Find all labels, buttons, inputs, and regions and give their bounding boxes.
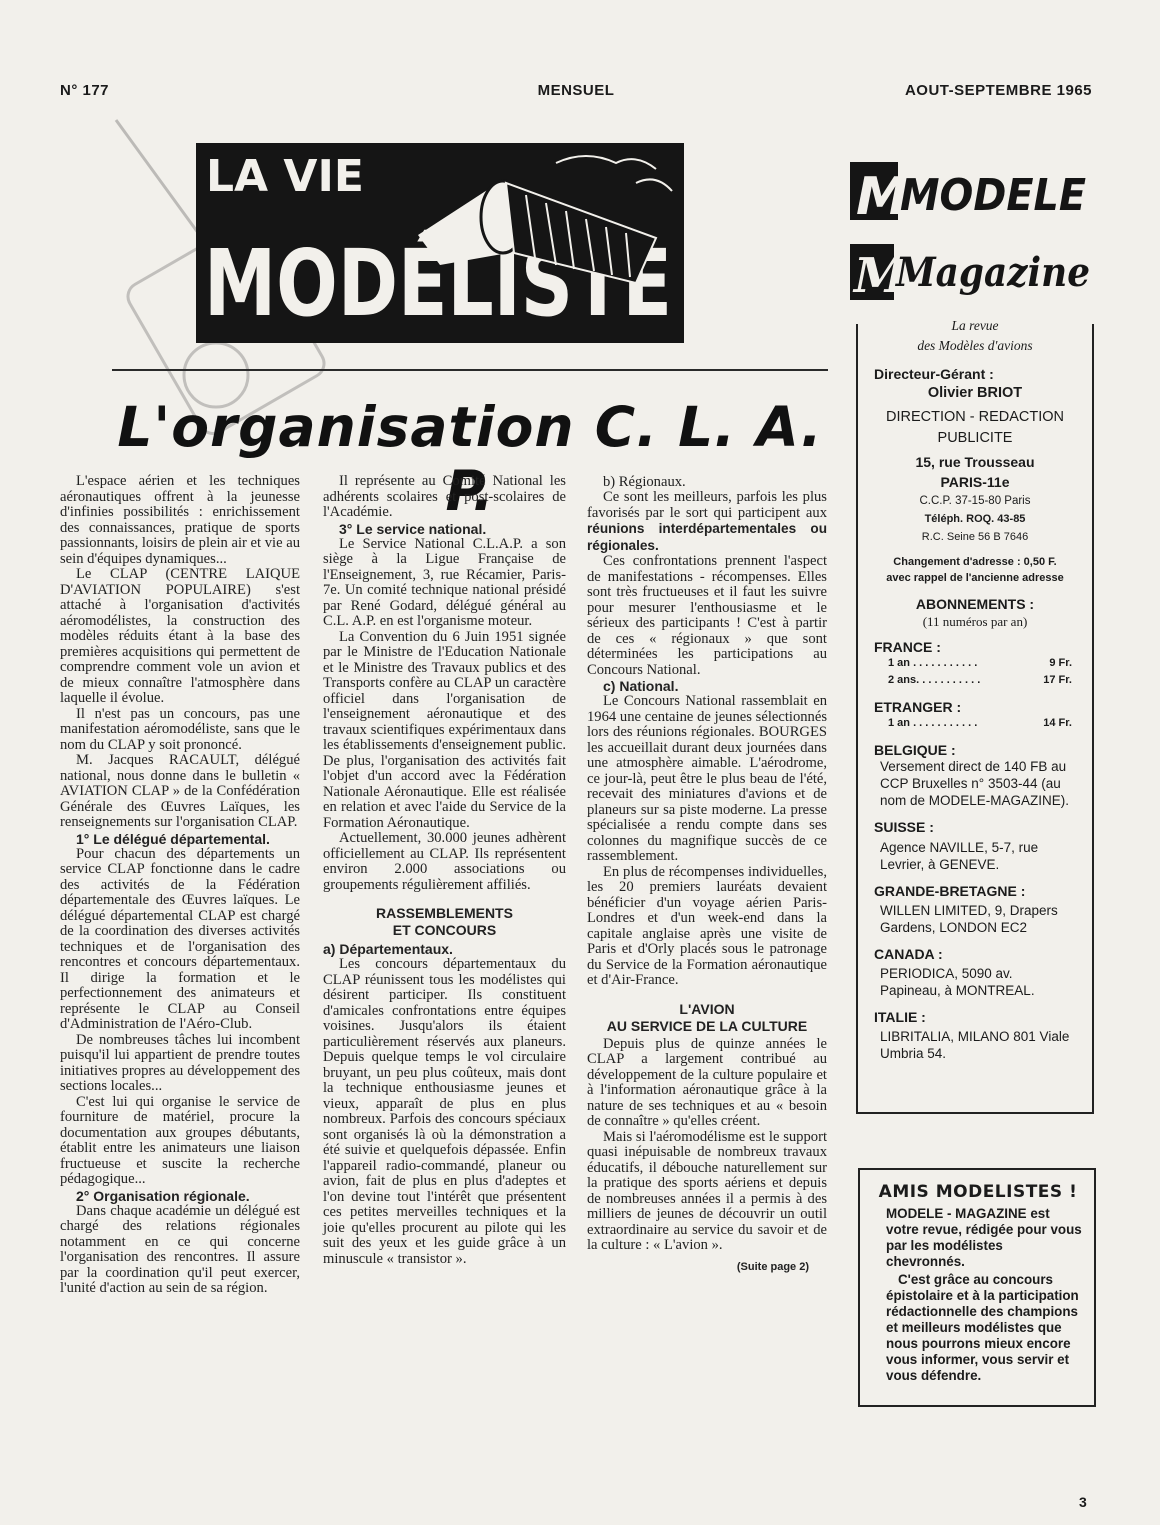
callout-paragraph: MODELE - MAGAZINE est votre revue, rédigée pour vous par les modélistes chevronnés. [886, 1206, 1082, 1269]
belgium-heading: BELGIQUE : [874, 742, 956, 758]
paragraph-text: Ce sont les meilleurs, parfois les plus favorisés par le sort qui participent aux [587, 489, 827, 521]
section-heading [587, 1001, 827, 1035]
paragraph: C'est lui qui organise le service de fourniture de matériel, procure la documentation aux groupes débutants, établit entre les animateurs une liaison fructueuse et suscite la recherche pédagogique... [60, 1093, 300, 1187]
magazine-tagline [858, 316, 1092, 356]
canada-text: PERIODICA, 5090 av. Papineau, à MONTREAL. [880, 966, 1035, 998]
price-row [858, 655, 1092, 672]
issue-date: AOUT-SEPTEMBRE 1965 [904, 82, 1092, 99]
subheading: 2° Organisation régionale. [76, 1187, 250, 1204]
subscriptions-subtitle: (11 numéros par an) [922, 614, 1028, 629]
paragraph: Pour chacun des départements un service CLAP fonctionne dans le cadre des activités de la Fédération départementale des Œuvres laïques. Le délégué départemental CLAP est chargé de la coordination des diverses activités techniques et de l'organisation des rencontres et concours départementaux. Il dirige la formation et le perfectionnement des animateurs et représente le CLAP au Conseil d'Administration de l'Aéro-Club. [60, 845, 300, 1032]
address-change-note [858, 554, 1092, 586]
paragraph [587, 490, 827, 554]
gb-heading: GRANDE-BRETAGNE : [874, 883, 1026, 899]
belgium-text: Versement direct de 140 FB au CCP Bruxelles n° 3503-44 (au nom de MODELE-MAGAZINE). [880, 759, 1070, 808]
banner-big-text: MODÉLISTE [204, 230, 798, 337]
paragraph: Ces confrontations prennent l'aspect de manifestations - récompenses. Elles sont très fructueuses et il faut les suivre pour mesurer l'enthousiasme et le sérieux des participants ! C'est à partir de ces « régionaux » que sont déterminées les participations au Concours National. [587, 553, 827, 678]
paragraph: Il n'est pas un concours, pas une manifestation aéromodéliste, sans que le nom du CLAP y soit prononcé. [60, 705, 300, 753]
switzerland-text: Agence NAVILLE, 5-7, rue Levrier, à GENEVE. [880, 840, 1039, 872]
magazine-logo [850, 160, 1094, 306]
callout-title: AMIS MODELISTES ! [878, 1182, 1078, 1202]
paragraph: Le CLAP (CENTRE LAIQUE D'AVIATION POPULAIRE) s'est attaché à l'organisation d'activités aéromodélistes, la construction des modèles réduits étant à la base des premières acquisitions qui permettent de comprendre comment vole un avion et de mieux connaître l'atmosphère dans laquelle il évolue. [60, 566, 300, 706]
tagline-line: La revue [951, 318, 999, 333]
trade-register: R.C. Seine 56 B 7646 [921, 531, 1029, 543]
price-label: 1 an . . . . . . . . . . . [888, 657, 978, 669]
paragraph: Il représente au Comité National les adhérents scolaires et post-scolaires de l'Académie. [323, 473, 566, 520]
article-column-1 [60, 474, 300, 1297]
italy-heading: ITALIE : [874, 1009, 926, 1025]
logo-word-2: Magazine [894, 249, 1090, 296]
masthead-box [856, 318, 1094, 1114]
address-line: PARIS-11e [940, 474, 1010, 490]
article-column-2 [323, 474, 566, 1267]
direction-line: DIRECTION - REDACTION [885, 409, 1065, 425]
paragraph: Le Concours National rassemblait en 1964 une centaine de jeunes sélectionnés lors des réunions régionales. BOURGES les accueillait durant deux journées dans une atmosphère aimable. L'aérodrome, ce jour-là, peut être le plus beau de l'été, recevait des miniatures d'avions et de planeurs sur sa piste moderne. La presse spécialisée a rendu compte dans ses colonnes du magnifique succès de ce rassemblement. [587, 693, 827, 864]
subheading: a) Départementaux. [323, 941, 453, 957]
subheading: c) National. [603, 678, 679, 694]
price-label: 1 an . . . . . . . . . . . [888, 717, 978, 729]
logo-word-1: MODELE [900, 170, 1086, 221]
note-line: Changement d'adresse : 0,50 F. [893, 556, 1057, 568]
box-corner [856, 324, 858, 338]
section-heading [323, 905, 566, 939]
subheading: 1° Le délégué départemental. [76, 830, 270, 847]
price-label: 2 ans. . . . . . . . . . . [888, 674, 981, 686]
page-number: 3 [1079, 1494, 1087, 1510]
section-heading-line: AU SERVICE DE LA CULTURE [606, 1017, 808, 1034]
director-name: Olivier BRIOT [927, 385, 1023, 401]
price-row [858, 715, 1092, 732]
paragraph: En plus de récompenses individuelles, les 20 premiers lauréats devaient bénéficier d'un voyage aérien Paris-Londres et d'un week-end dans la capitale anglaise après une visite de Paris et d'Orly placés sous le patronage du Service de la Formation aéronautique et d'Air-France. [587, 863, 827, 988]
phone: Téléph. ROQ. 43-85 [924, 513, 1026, 525]
note-line: avec rappel de l'ancienne adresse [886, 572, 1064, 584]
subheading: 3° Le service national. [339, 520, 487, 537]
price-value: 14 Fr. [1043, 717, 1072, 729]
price-row [858, 672, 1092, 689]
article-column-3 [587, 474, 827, 1275]
subheading: b) Régionaux. [603, 474, 686, 490]
paragraph: M. Jacques RACAULT, délégué national, nous donne dans le bulletin « AVIATION CLAP » de la Confédération Générale des Œuvres Laïques, les renseignements sur l'organisation CLAP. [60, 752, 300, 830]
abroad-heading: ETRANGER : [874, 699, 962, 715]
switzerland-heading: SUISSE : [874, 819, 934, 835]
gb-text: WILLEN LIMITED, 9, Drapers Gardens, LONDON EC2 [880, 903, 1058, 935]
readers-callout-box [858, 1168, 1096, 1407]
tagline-line: des Modèles d'avions [917, 338, 1033, 353]
section-heading-line: L'AVION [679, 1000, 735, 1017]
callout-paragraph: C'est grâce au concours épistolaire et à la participation rédactionnelle des champions et meilleurs modélistes que nous pourrons mieux encore vous informer, vous servir et vous défendre. [886, 1272, 1079, 1383]
direction-line: PUBLICITE [937, 430, 1013, 446]
paragraph: L'espace aérien et les techniques aéronautiques offrent à la jeunesse d'infinies possibilités : enrichissement des connaissances, pratique de sports passionnants, loisirs de plein air et vie au sein d'équipes dynamiques... [60, 473, 300, 567]
direction-heading [858, 407, 1092, 449]
paragraph-bold: réunions interdépartementales ou régionales. [587, 521, 827, 553]
continued-note: (Suite page 2) [736, 1260, 809, 1273]
price-value: 17 Fr. [1043, 674, 1072, 686]
france-heading: FRANCE : [874, 639, 941, 655]
paragraph: Mais si l'aéromodélisme est le support quasi inépuisable de nombreux travaux éducatifs, il débouche naturellement sur la pratique des sports aériens et depuis de nombreuses années il a permis à des milliers de jeunes de découvrir un outil extraordinaire au service du savoir et de la culture : « L'avion ». [587, 1128, 827, 1253]
headline-rule [112, 369, 828, 371]
section-heading-line: ET CONCOURS [392, 922, 497, 938]
address-line: 15, rue Trousseau [915, 454, 1035, 470]
paragraph: Les concours départementaux du CLAP réunissent tous les modélistes qui désirent participer. Ils constituent d'amicales confrontations entre équipes voisines. Jusqu'alors ils étaient particulièrement réservés aux planeurs. Depuis quelque temps le vol circulaire bruyant, un peu plus coûteux, mais dont la technique enthousiasme jeunes et vieux, apparaît de plus en plus nombreux. Parfois des concours spéciaux sont organisés là où la démonstration a été suivie et quelquefois dépassée. Enfin l'appareil radio-commandé, planeur ou avion, fait de plus en plus d'adeptes et l'on devine tout l'intérêt que présentent ces petites merveilles techniques et la joie qu'elles procurent au pilote qui les suit des yeux et les guide grâce à un minuscule « transistor ». [323, 956, 566, 1267]
paragraph: Actuellement, 30.000 jeunes adhèrent officiellement au CLAP. Ils représentent environ 2.000 associations ou groupements régulièrement affiliés. [323, 830, 566, 893]
subscriptions-heading: ABONNEMENTS : [915, 596, 1035, 612]
paragraph: Dans chaque académie un délégué est chargé des relations régionales notamment en ce qui concerne l'organisation des rencontres. Il assure par la coordination qu'il peut exercer, l'unité d'action au sein de sa région. [60, 1202, 300, 1296]
box-corner [1092, 324, 1094, 338]
canada-heading: CANADA : [874, 946, 943, 962]
article-headline: L'organisation C. L. A. P. [117, 395, 823, 523]
director-label: Directeur-Gérant : [874, 366, 994, 382]
paragraph: De nombreuses tâches lui incombent puisqu'il lui appartient de prendre toutes initiatives propres au développement des sections locales... [60, 1031, 300, 1094]
paragraph: Depuis plus de quinze années le CLAP a largement contribué au développement de la culture populaire et à l'information aéronautique grâce à la nature de ses techniques et au « besoin de connaître » qu'elles créent. [587, 1035, 827, 1129]
frequency: MENSUEL [537, 82, 615, 99]
banner-top-text: LA VIE [206, 151, 364, 202]
price-value: 9 Fr. [1049, 657, 1072, 669]
paragraph: Le Service National C.L.A.P. a son siège à la Ligue Française de l'Enseignement, 3, rue Récamier, Paris-7e. Un comité technique national présidé par René Godard, délégué général au C.L. A.P. en est l'organisme moteur. [323, 535, 566, 629]
italy-text: LIBRITALIA, MILANO 801 Viale Umbria 54. [880, 1029, 1070, 1061]
svg-text:M: M [854, 248, 908, 304]
paragraph: La Convention du 6 Juin 1951 signée par le Ministre de l'Education Nationale et le Ministre des Travaux publics et des Transports confère au CLAP un caractère officiel dans l'organisation de l'enseignement aéronautique et des travaux scientifiques expérimentaux dans les établissements d'enseignement public. De plus, l'organisation des activités fait l'objet d'un accord avec la Fédération Nationale Aéronautique. Elle est réalisée en relation et avec l'aide du Service de la Formation Aéronautique. [323, 628, 566, 831]
svg-text:M: M [856, 167, 908, 227]
page-header [60, 82, 1092, 104]
issue-number: N° 177 [60, 82, 110, 99]
section-banner [196, 143, 798, 343]
ccp: C.C.P. 37-15-80 Paris [919, 495, 1031, 507]
address [858, 452, 1092, 492]
section-heading-line: RASSEMBLEMENTS [376, 905, 513, 921]
